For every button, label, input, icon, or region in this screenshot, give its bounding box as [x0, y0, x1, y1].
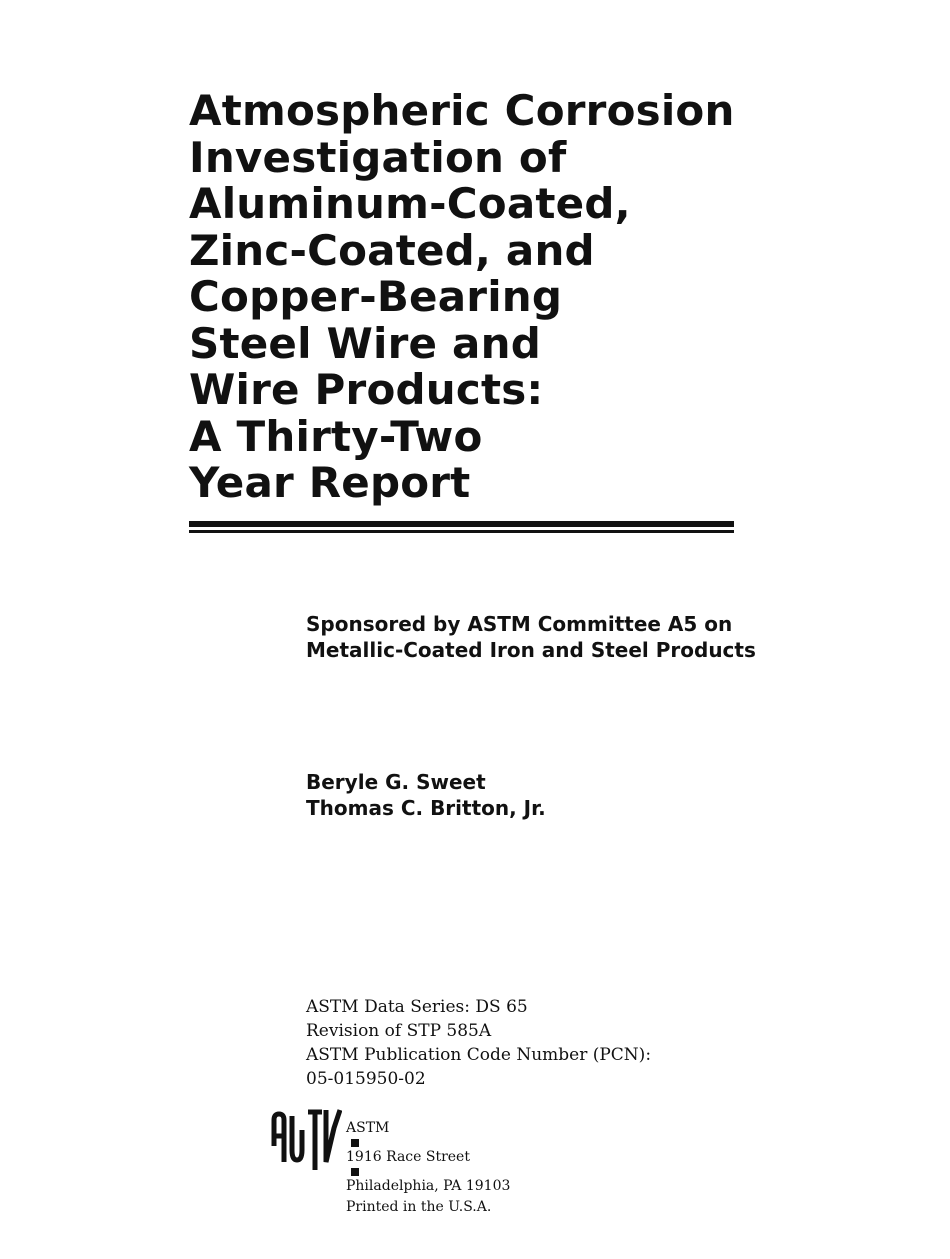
title-line: Aluminum-Coated, [189, 179, 631, 228]
author-name: Beryle G. Sweet [306, 770, 486, 794]
sponsor-line: Metallic-Coated Iron and Steel Products [306, 638, 756, 662]
title-line: Wire Products: [189, 365, 544, 414]
sponsor-line: Sponsored by ASTM Committee A5 on [306, 612, 733, 636]
title-line: Atmospheric Corrosion [189, 86, 735, 135]
series-line: ASTM Data Series: DS 65 [306, 997, 528, 1017]
title-line: Zinc-Coated, and [189, 225, 595, 275]
author-list [306, 769, 546, 821]
title-line: Investigation of [189, 132, 567, 182]
publisher-address-line [346, 1118, 510, 1197]
title-rule-thick [189, 521, 734, 527]
title-line: A Thirty-Two [189, 411, 483, 461]
publication-info [306, 995, 651, 1091]
publisher-info [346, 1118, 510, 1218]
book-title [189, 88, 735, 507]
series-line: 05-015950-02 [306, 1069, 426, 1089]
astm-logo [270, 1106, 342, 1172]
sponsor-statement [306, 611, 756, 663]
title-line: Year Report [189, 458, 471, 507]
publisher-org: ASTM [346, 1120, 390, 1136]
title-line: Copper-Bearing [189, 272, 563, 321]
printed-in: Printed in the U.S.A. [346, 1199, 492, 1215]
bullet-square-icon [351, 1168, 359, 1176]
publisher-city: Philadelphia, PA 19103 [346, 1178, 511, 1194]
series-line: Revision of STP 585A [306, 1021, 492, 1041]
bullet-square-icon [351, 1139, 359, 1147]
title-line: Steel Wire and [189, 318, 541, 368]
author-name: Thomas C. Britton, Jr. [306, 796, 546, 820]
title-rule-thin [189, 530, 734, 533]
publisher-address: 1916 Race Street [346, 1149, 470, 1165]
series-line: ASTM Publication Code Number (PCN): [306, 1045, 652, 1065]
